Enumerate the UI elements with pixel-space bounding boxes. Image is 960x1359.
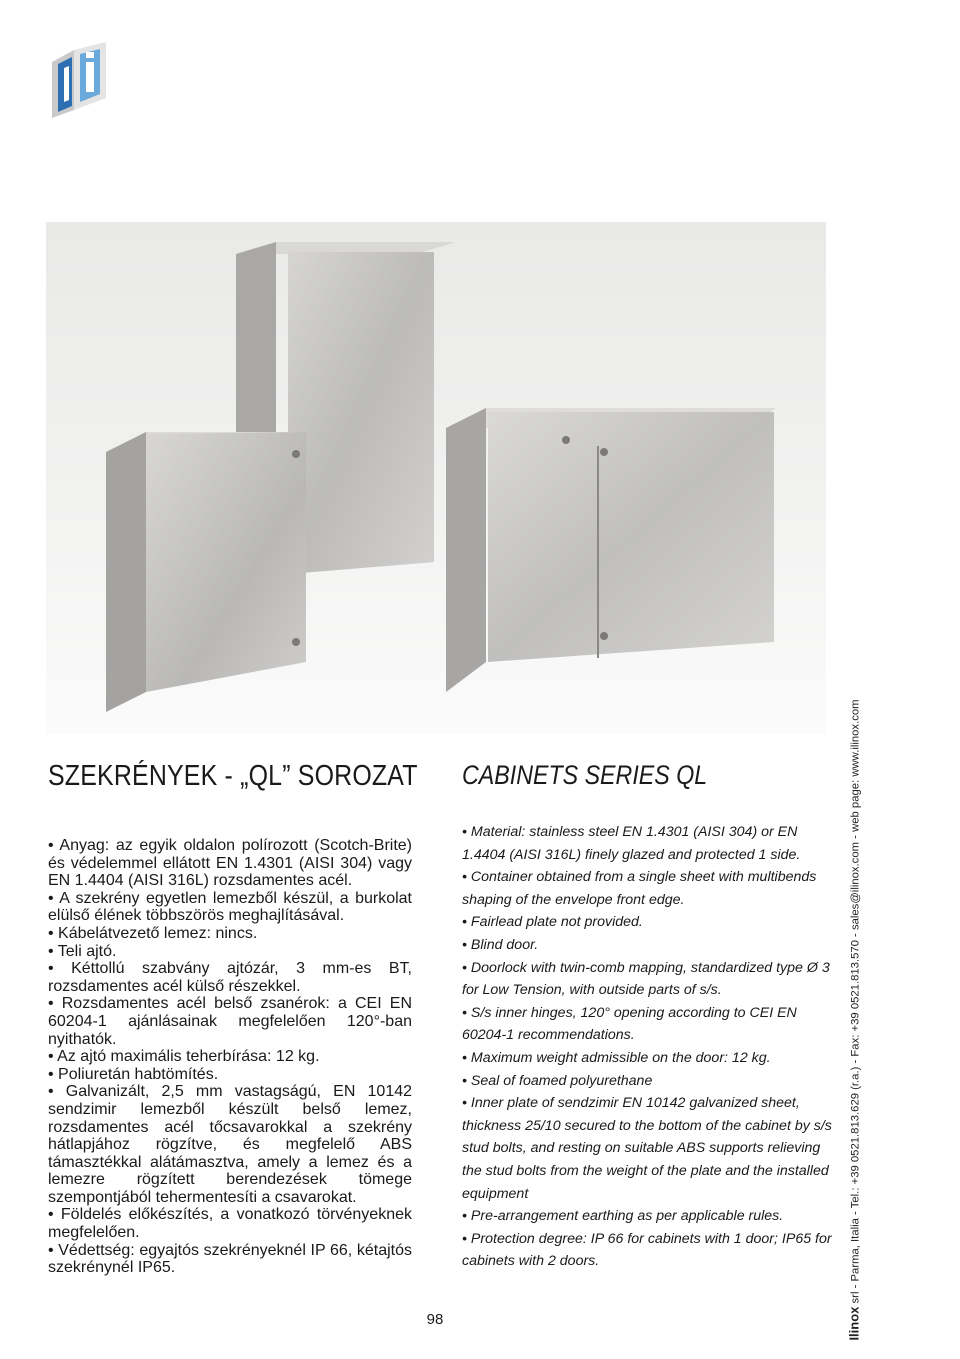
list-item: • Fairlead plate not provided. [462,911,834,934]
product-photo [46,222,826,734]
list-item: • Doorlock with twin-comb mapping, standardized type Ø 3 for Low Tension, with outside parts of s/s. [462,957,834,1002]
list-item: • Az ajtó maximális teherbírása: 12 kg. [48,1048,412,1066]
list-item: • A szekrény egyetlen lemezből készül, a burkolat elülső élének többszörös meghajlításával. [48,890,412,925]
list-item: • Material: stainless steel EN 1.4301 (AISI 304) or EN 1.4404 (AISI 316L) finely glazed and protected 1 side. [462,821,834,866]
list-item: • Seal of foamed polyurethane [462,1070,834,1093]
list-item: • Pre-arrangement earthing as per applicable rules. [462,1205,834,1228]
hu-list [48,837,412,1277]
en-title: CABINETS SERIES QL [462,760,708,790]
list-item: • Földelés előkészítés, a vonatkozó törvényeknek megfelelően. [48,1206,412,1241]
list-item: • Protection degree: IP 66 for cabinets with 1 door; IP65 for cabinets with 2 doors. [462,1228,834,1273]
en-list [462,821,834,1273]
contact-details: srl - Parma, Italia - Tel.: +39 0521.813.629 (r.a.) - Fax: +39 0521.813.570 - sales@ilinox.com - web page: www.ilinox.com [849,699,862,1307]
list-item: • Poliuretán habtömítés. [48,1066,412,1084]
list-item: • Galvanizált, 2,5 mm vastagságú, EN 10142 sendzimir lemezből készült belső lemez, rozsdamentes acél tőcsavarokkal a szekrény hátlapjához rögzítve, és megfelelő ABS támasztékkal alátámasztva, amely a lemez és a lemezre rögzített berendezések tömege szempontjából tehermentesíti a csavarokat. [48,1083,412,1206]
page-number: 98 [426,1311,444,1328]
list-item: • Védettség: egyajtós szekrényeknél IP 66, kétajtós szekrénynél IP65. [48,1242,412,1277]
contact-sidebar [839,699,869,1341]
list-item: • Container obtained from a single sheet with multibends shaping of the envelope front edge. [462,866,834,911]
list-item: • Rozsdamentes acél belső zsanérok: a CEI EN 60204-1 ajánlásainak megfelelően 120°-ban nyithatók. [48,995,412,1048]
brand-name: Ilinox [846,1306,862,1341]
list-item: • Kábelátvezető lemez: nincs. [48,925,412,943]
list-item: • S/s inner hinges, 120° opening according to CEI EN 60204-1 recommendations. [462,1002,834,1047]
hu-title: SZEKRÉNYEK - „QL” SOROZAT [48,760,418,792]
ilinox-logo-icon [44,40,114,120]
hungarian-column [48,760,418,1277]
list-item: • Kéttollú szabvány ajtózár, 3 mm-es BT, rozsdamentes acél külső részekkel. [48,960,412,995]
list-item: • Blind door. [462,934,834,957]
list-item: • Teli ajtó. [48,943,412,961]
list-item: • Inner plate of sendzimir EN 10142 galvanized sheet, thickness 25/10 secured to the bottom of the cabinet by s/s stud bolts, and resting on suitable ABS supports relieving the stud bolts from the weight of the plate and the installed equipment [462,1092,834,1205]
list-item: • Maximum weight admissible on the door: 12 kg. [462,1047,834,1070]
list-item: • Anyag: az egyik oldalon polírozott (Scotch-Brite) és védelemmel ellátott EN 1.4301 (AISI 304) vagy EN 1.4404 (AISI 316L) rozsdamentes acél. [48,837,412,890]
english-column [462,760,834,1273]
contact-line [847,699,862,1340]
